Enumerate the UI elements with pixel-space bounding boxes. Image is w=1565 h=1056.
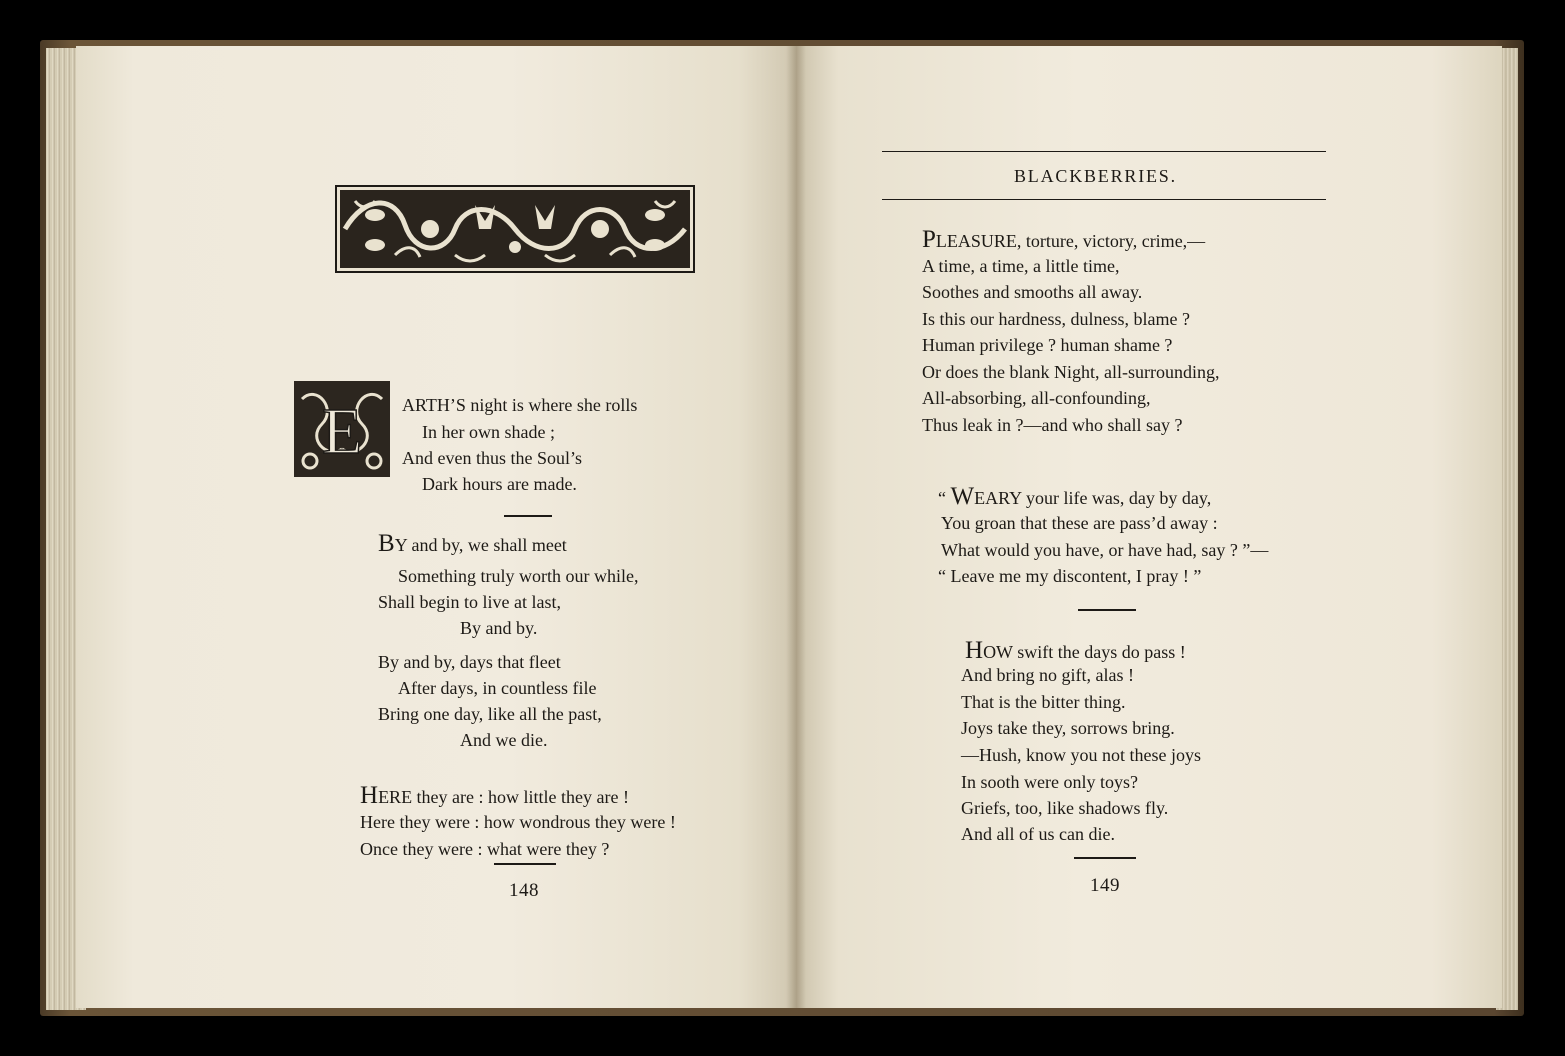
poem-line-rest: OW swift the days do pass ! [983, 642, 1186, 662]
poem-line: A time, a time, a little time, [922, 256, 1120, 276]
initial-capital: H [965, 637, 984, 664]
header-rule-bottom [882, 199, 1326, 200]
poem-line: Soothes and smooths all away. [922, 282, 1143, 302]
poem-line: Dark hours are made. [422, 474, 577, 494]
poem-line: Human privilege ? human shame ? [922, 335, 1173, 355]
ornamental-headpiece [335, 185, 695, 273]
poem-line: Here they were : how wondrous they were ! [360, 812, 676, 832]
poem-line: And all of us can die. [961, 824, 1115, 844]
left-page [76, 46, 796, 1008]
header-rule-top [882, 151, 1326, 152]
poem-line: What would you have, or have had, say ? ”— [941, 540, 1269, 560]
poem-line: That is the bitter thing. [961, 692, 1126, 712]
section-rule [504, 515, 552, 517]
initial-capital: B [378, 530, 395, 557]
poem-line: “ Leave me my discontent, I pray ! ” [938, 566, 1202, 586]
initial-capital: H [360, 782, 379, 809]
poem-line: Bring one day, like all the past, [378, 704, 602, 724]
open-quote: “ [938, 488, 951, 508]
poem-line: And bring no gift, alas ! [961, 665, 1134, 685]
poem-line: Shall begin to live at last, [378, 592, 561, 612]
poem-line: By and by, days that fleet [378, 652, 561, 672]
initial-capital: P [922, 226, 936, 253]
poem-line [378, 531, 567, 556]
poem-line: ARTH’S night is where she rolls [402, 395, 638, 415]
poem-line-rest: LEASURE, torture, victory, crime,— [935, 231, 1206, 251]
poem-line: By and by. [460, 618, 538, 638]
poem-line: In sooth were only toys? [961, 772, 1138, 792]
poem-line: And even thus the Soul’s [402, 448, 582, 468]
poem-line: And we die. [460, 730, 548, 750]
open-book [40, 40, 1524, 1016]
running-head: BLACKBERRIES. [1014, 166, 1177, 186]
book-gutter [786, 46, 806, 1008]
poem-line: Joys take they, sorrows bring. [961, 718, 1175, 738]
page-number: 148 [509, 880, 539, 901]
dropcap-letter: E [321, 395, 363, 468]
section-rule [1078, 609, 1136, 611]
poem-line: Something truly worth our while, [398, 566, 639, 586]
poem-line-rest: ERE they are : how little they are ! [378, 787, 629, 807]
poem-line: Or does the blank Night, all-surrounding, [922, 362, 1220, 382]
section-rule [494, 863, 556, 865]
poem-line: Is this our hardness, dulness, blame ? [922, 309, 1190, 329]
poem-line: In her own shade ; [422, 422, 555, 442]
poem-line-rest: Y and by, we shall meet [394, 535, 567, 555]
initial-capital: W [950, 483, 975, 510]
poem-line: Once they were : what were they ? [360, 839, 610, 859]
poem-line: Griefs, too, like shadows fly. [961, 798, 1169, 818]
poem-line [965, 638, 1186, 663]
poem-line: All-absorbing, all-confounding, [922, 388, 1151, 408]
right-page [796, 46, 1502, 1008]
page-number: 149 [1090, 875, 1120, 896]
poem-line: You groan that these are pass’d away : [941, 513, 1218, 533]
poem-line-rest: EARY your life was, day by day, [974, 488, 1212, 508]
poem-line: —Hush, know you not these joys [961, 745, 1201, 765]
poem-line [922, 227, 1205, 252]
poem-line: After days, in countless file [398, 678, 597, 698]
decorated-initial-e [292, 379, 392, 479]
poem-line [360, 783, 629, 808]
section-rule [1074, 857, 1136, 859]
poem-line: Thus leak in ?—and who shall say ? [922, 415, 1183, 435]
poem-line [938, 484, 1211, 509]
